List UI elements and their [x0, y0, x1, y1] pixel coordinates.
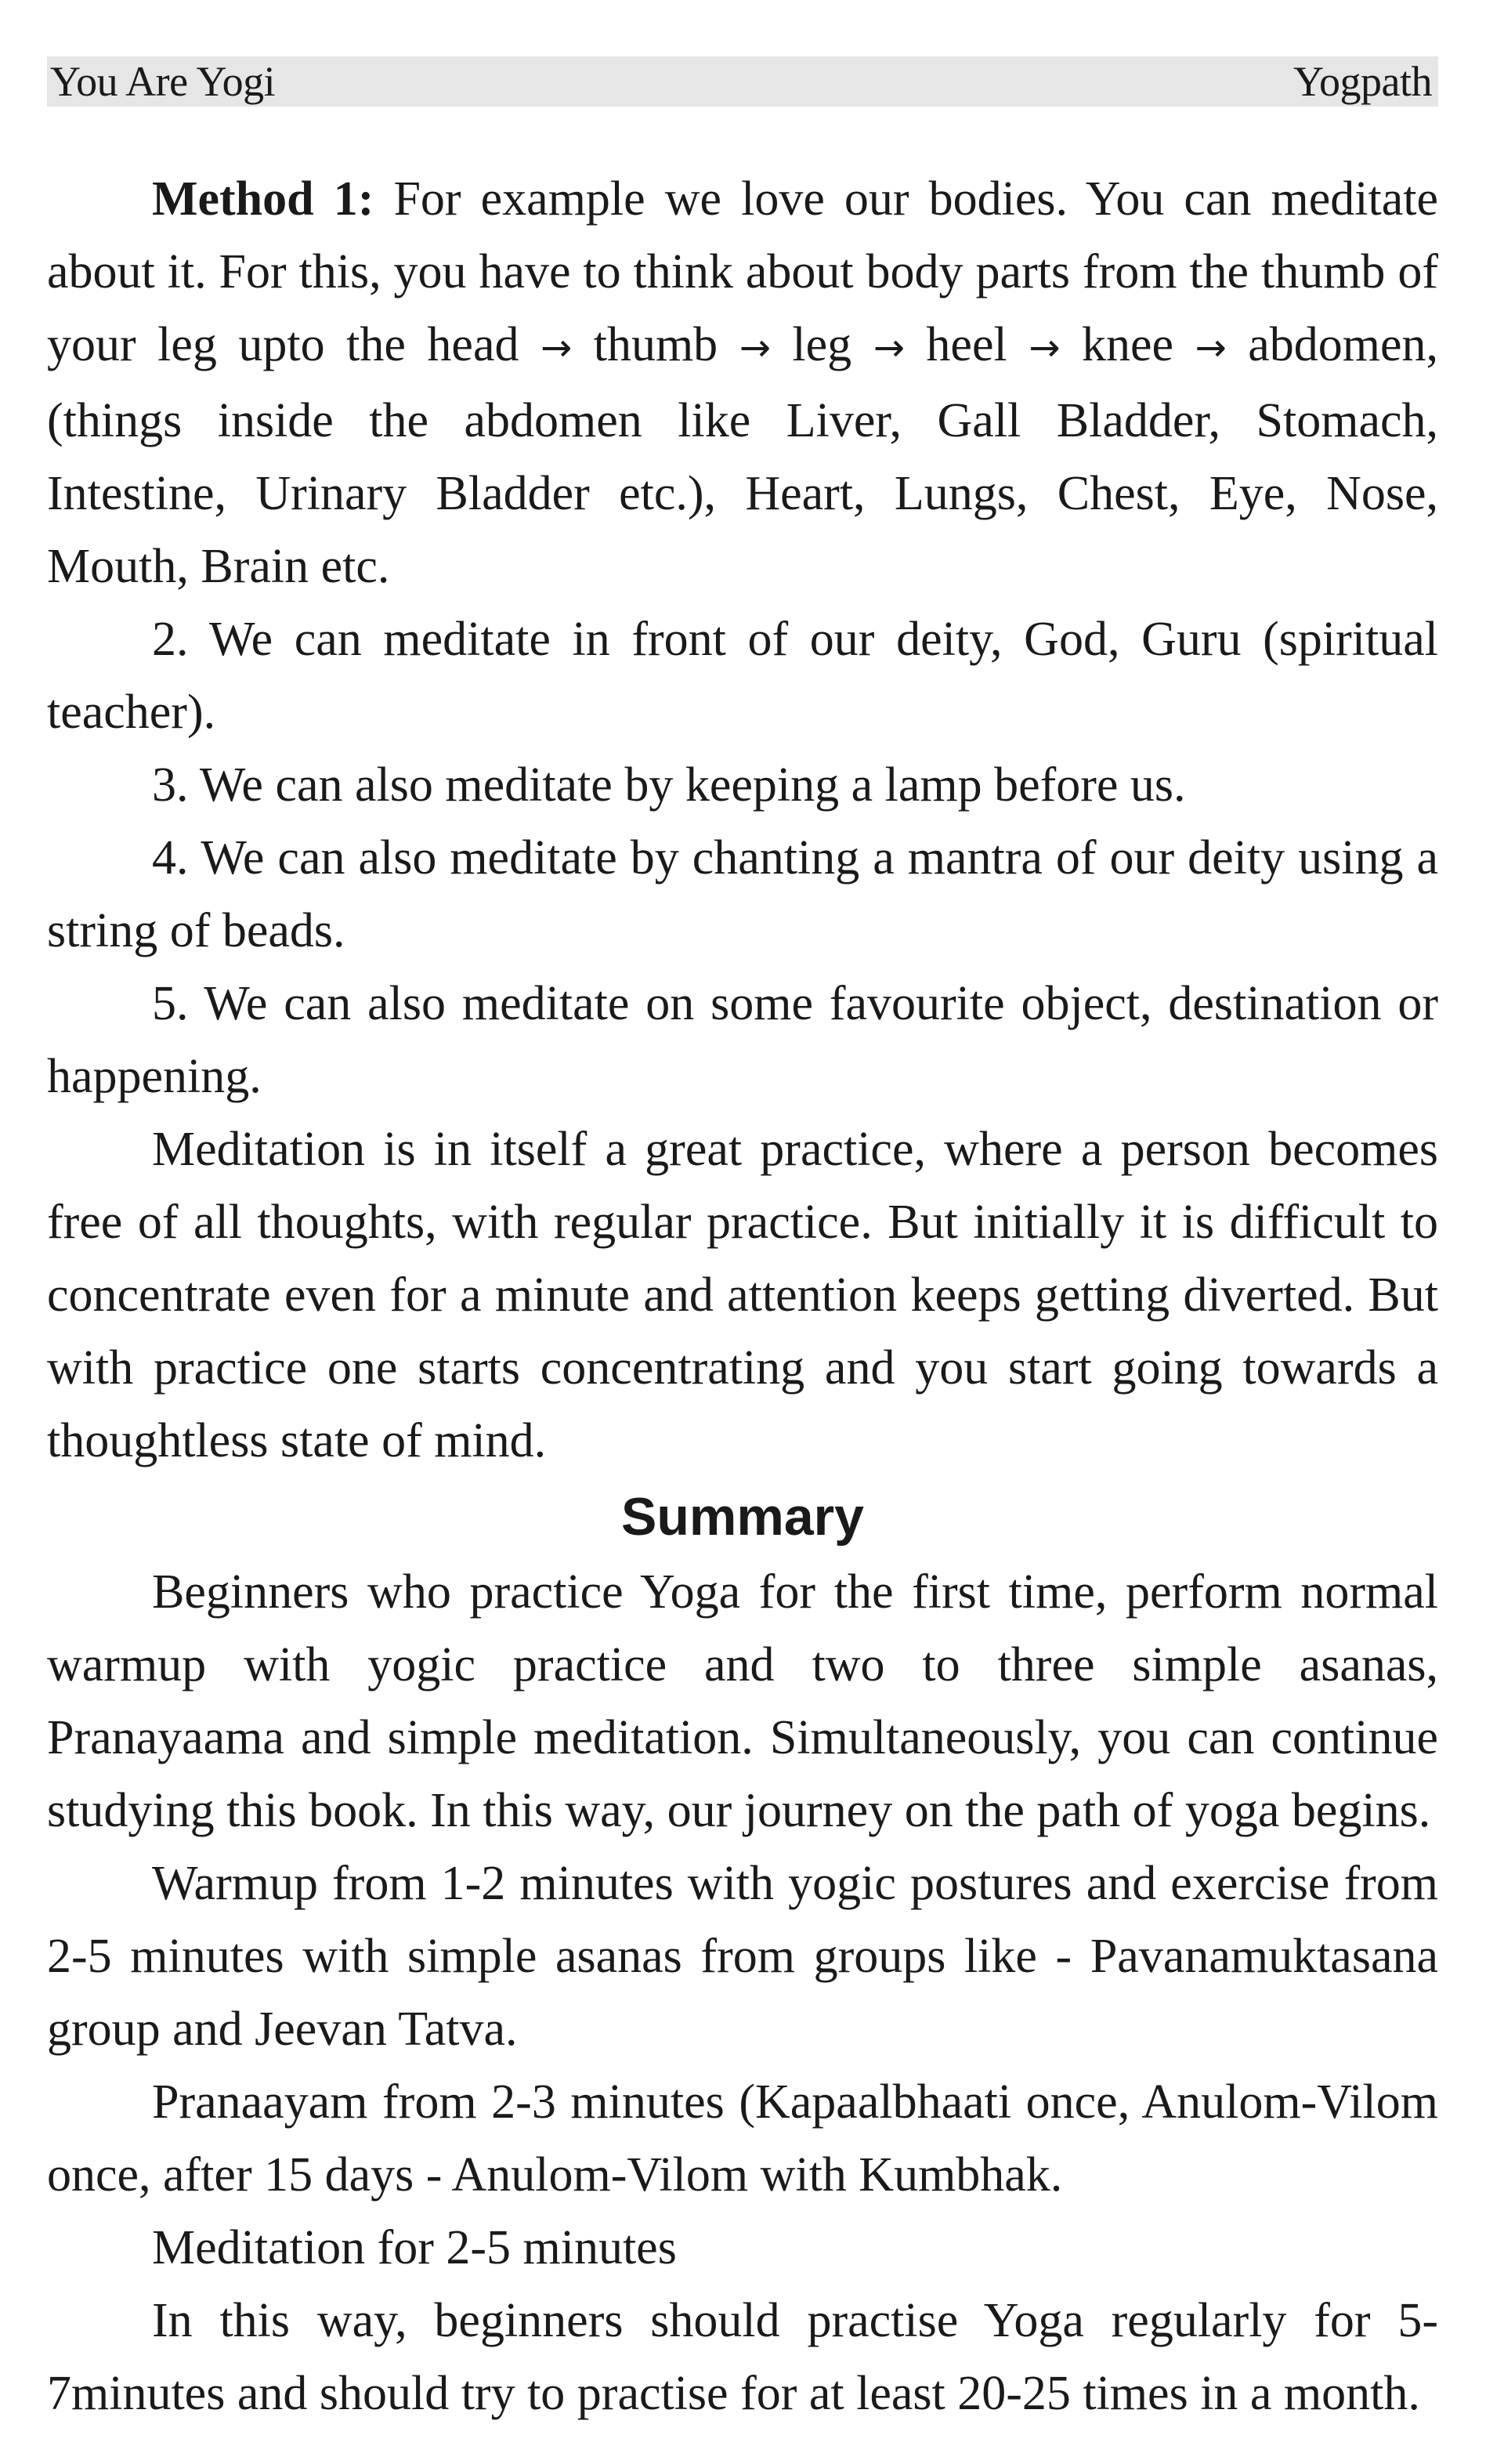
- method-4-paragraph: 4. We can also meditate by chanting a mantra of our deity using a string of beads.: [47, 831, 1438, 957]
- summary-paragraph-pranaayam: Pranaayam from 2-3 minutes (Kapaalbhaati once, Anulom-Vilom once, after 15 days - Anulom-Vilom with Kumbhak.: [47, 2075, 1438, 2202]
- arrow-icon: →: [540, 326, 573, 370]
- step-leg: leg: [770, 318, 873, 371]
- running-header: [47, 56, 1438, 107]
- method-5-paragraph: 5. We can also meditate on some favourite object, destination or happening.: [47, 977, 1438, 1103]
- summary-paragraph-beginners: Beginners who practice Yoga for the first time, perform normal warmup with yogic practice and two to three simple asanas, Pranayaama and simple meditation. Simultaneously, you can continue studying this book. In this way, our journey on the path of yoga begins.: [47, 1565, 1438, 1837]
- book-page: [47, 56, 1438, 2430]
- method-2-paragraph: 2. We can meditate in front of our deity, God, Guru (spiritual teacher).: [47, 613, 1438, 739]
- summary-paragraph-meditation: Meditation for 2-5 minutes: [152, 2221, 677, 2274]
- arrow-icon: →: [873, 326, 905, 370]
- series-title: Yogpath: [1292, 58, 1432, 105]
- summary-paragraph-regular-practice: In this way, beginners should practise Yoga regularly for 5-7minutes and should try to practise for at least 20-25 times in a month.: [47, 2294, 1438, 2420]
- step-heel: heel: [904, 318, 1029, 371]
- method-1-paragraph: [47, 163, 1438, 603]
- meditation-paragraph: Meditation is in itself a great practice, where a person becomes free of all thoughts, with regular practice. But initially it is difficult to concentrate even for a minute and attention keeps getting diverted. But with practice one starts concentrating and you start going towards a thoughtless state of mind.: [47, 1123, 1438, 1467]
- method-3-paragraph: 3. We can also meditate by keeping a lamp before us.: [152, 758, 1186, 812]
- method-1-text-b: abdomen, (things inside the abdomen like Liver, Gall Bladder, Stomach, Intestine, Urinary Bladder etc.), Heart, Lungs, Chest, Eye, Nose, Mouth, Brain etc.: [47, 318, 1438, 593]
- summary-heading: Summary: [621, 1487, 864, 1547]
- step-knee: knee: [1060, 318, 1195, 371]
- summary-paragraph-warmup: Warmup from 1-2 minutes with yogic postures and exercise from 2-5 minutes with simple asanas from groups like - Pavanamuktasana group and Jeevan Tatva.: [47, 1857, 1438, 2056]
- arrow-icon: →: [739, 326, 771, 370]
- page-body: [47, 163, 1438, 2430]
- book-title: You Are Yogi: [50, 58, 276, 105]
- arrow-icon: →: [1195, 326, 1227, 370]
- arrow-icon: →: [1029, 326, 1061, 370]
- method-1-label: Method 1:: [152, 172, 374, 226]
- method-1-text-a: For example we love our bodies. You can meditate about it. For this, you have to think about body parts from the thumb of your leg upto the head: [47, 172, 1439, 371]
- step-thumb: thumb: [572, 318, 739, 371]
